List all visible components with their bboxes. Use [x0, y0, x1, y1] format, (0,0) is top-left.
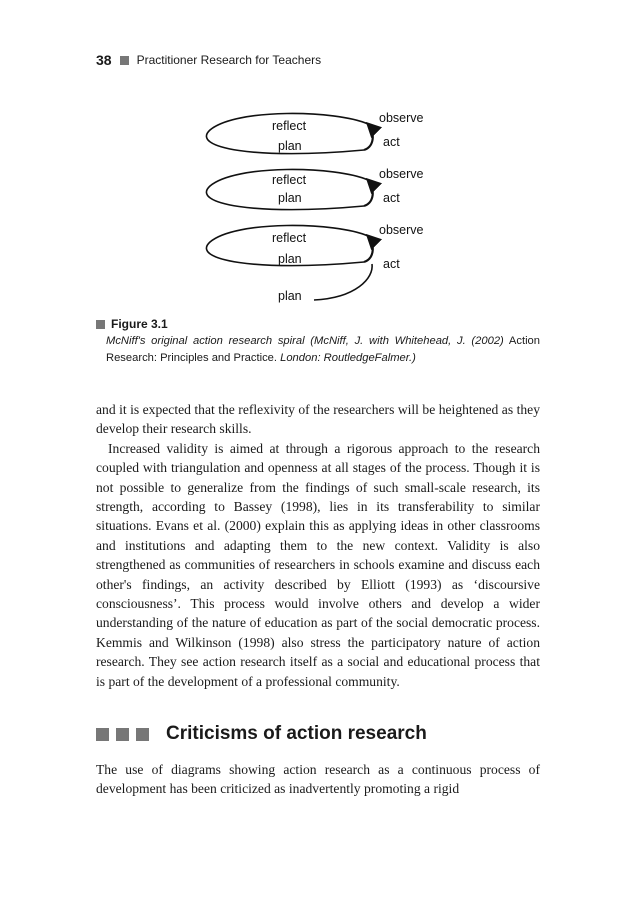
spiral-loop-3: [206, 223, 423, 271]
figure-label: Figure 3.1: [111, 317, 168, 331]
body-text: [96, 400, 540, 691]
loop-2-reflect-label: reflect: [272, 173, 307, 187]
caption-publisher: London: RoutledgeFalmer.): [277, 352, 416, 364]
loop-1-reflect-label: reflect: [272, 119, 307, 133]
running-title: Practitioner Research for Teachers: [136, 53, 322, 67]
section-title: Criticisms of action research: [166, 723, 427, 744]
loop-1-observe-label: observe: [379, 111, 424, 125]
caption-text: [96, 333, 540, 367]
loop-1-arrow: [364, 124, 373, 150]
figure-caption: [96, 316, 540, 367]
loop-3-act-label: act: [383, 257, 400, 271]
caption-italic-part: McNiff's original action research spiral (McNiff, J. with Whitehead, J. (2002): [106, 335, 504, 347]
loop-3-observe-label: observe: [379, 223, 424, 237]
heading-square-icon: [116, 728, 129, 741]
heading-square-icon: [96, 728, 109, 741]
loop-1-act-label: act: [383, 135, 400, 149]
loop-3-arrow: [364, 236, 373, 262]
page-number: 38: [96, 52, 112, 68]
body-paragraph-1: and it is expected that the reflexivity of the researchers will be heightened as they develop their research skills.: [96, 402, 540, 437]
start-plan-label: plan: [278, 289, 302, 303]
caption-square-icon: [96, 320, 105, 329]
loop-2-observe-label: observe: [379, 167, 424, 181]
section-heading: [96, 720, 427, 748]
loop-3-plan-label: plan: [278, 252, 302, 266]
caption-book-title: Action Research: Principles and Practice.: [106, 335, 540, 364]
section-body: [96, 760, 540, 799]
spiral-loop-1: [206, 111, 423, 154]
section-paragraph-1: The use of diagrams showing action research as a continuous process of development has been criticized as inadvertently promoting a rigid: [96, 762, 540, 797]
loop-2-plan-label: plan: [278, 191, 302, 205]
body-paragraph-2: Increased validity is aimed at through a rigorous approach to the research coupled with triangulation and openness at all stages of the process. Though it is not possible to generalize from the findings of such small-scale research, its strength, according to Bassey (1998), lies in its transferability to similar situations. Evans et al. (2000) explain this as applying ideas in other classrooms and institutions and adapting them to the new context. Validity is also strengthened as communities of researchers in schools examine and discuss each other's findings, an activity described by Elliott (1993) as ‘discoursive consciousness’. This process would involve others and develop a wider understanding of the nature of education as part of the social democratic process. Kemmis and Wilkinson (1998) also stress the participatory nature of action research. They see action research itself as a social and educational process that is part of the development of a professional community.: [96, 440, 540, 689]
loop-2-act-label: act: [383, 191, 400, 205]
header-square-icon: [120, 56, 129, 65]
action-research-spiral-figure: [196, 102, 446, 312]
spiral-diagram: [196, 102, 446, 312]
loop-2-arrow: [364, 180, 373, 206]
spiral-loop-2: [206, 167, 423, 210]
loop-3-reflect-label: reflect: [272, 231, 307, 245]
loop-1-plan-label: plan: [278, 139, 302, 153]
running-header: [96, 52, 321, 68]
start-curve: [314, 264, 372, 300]
heading-square-icon: [136, 728, 149, 741]
